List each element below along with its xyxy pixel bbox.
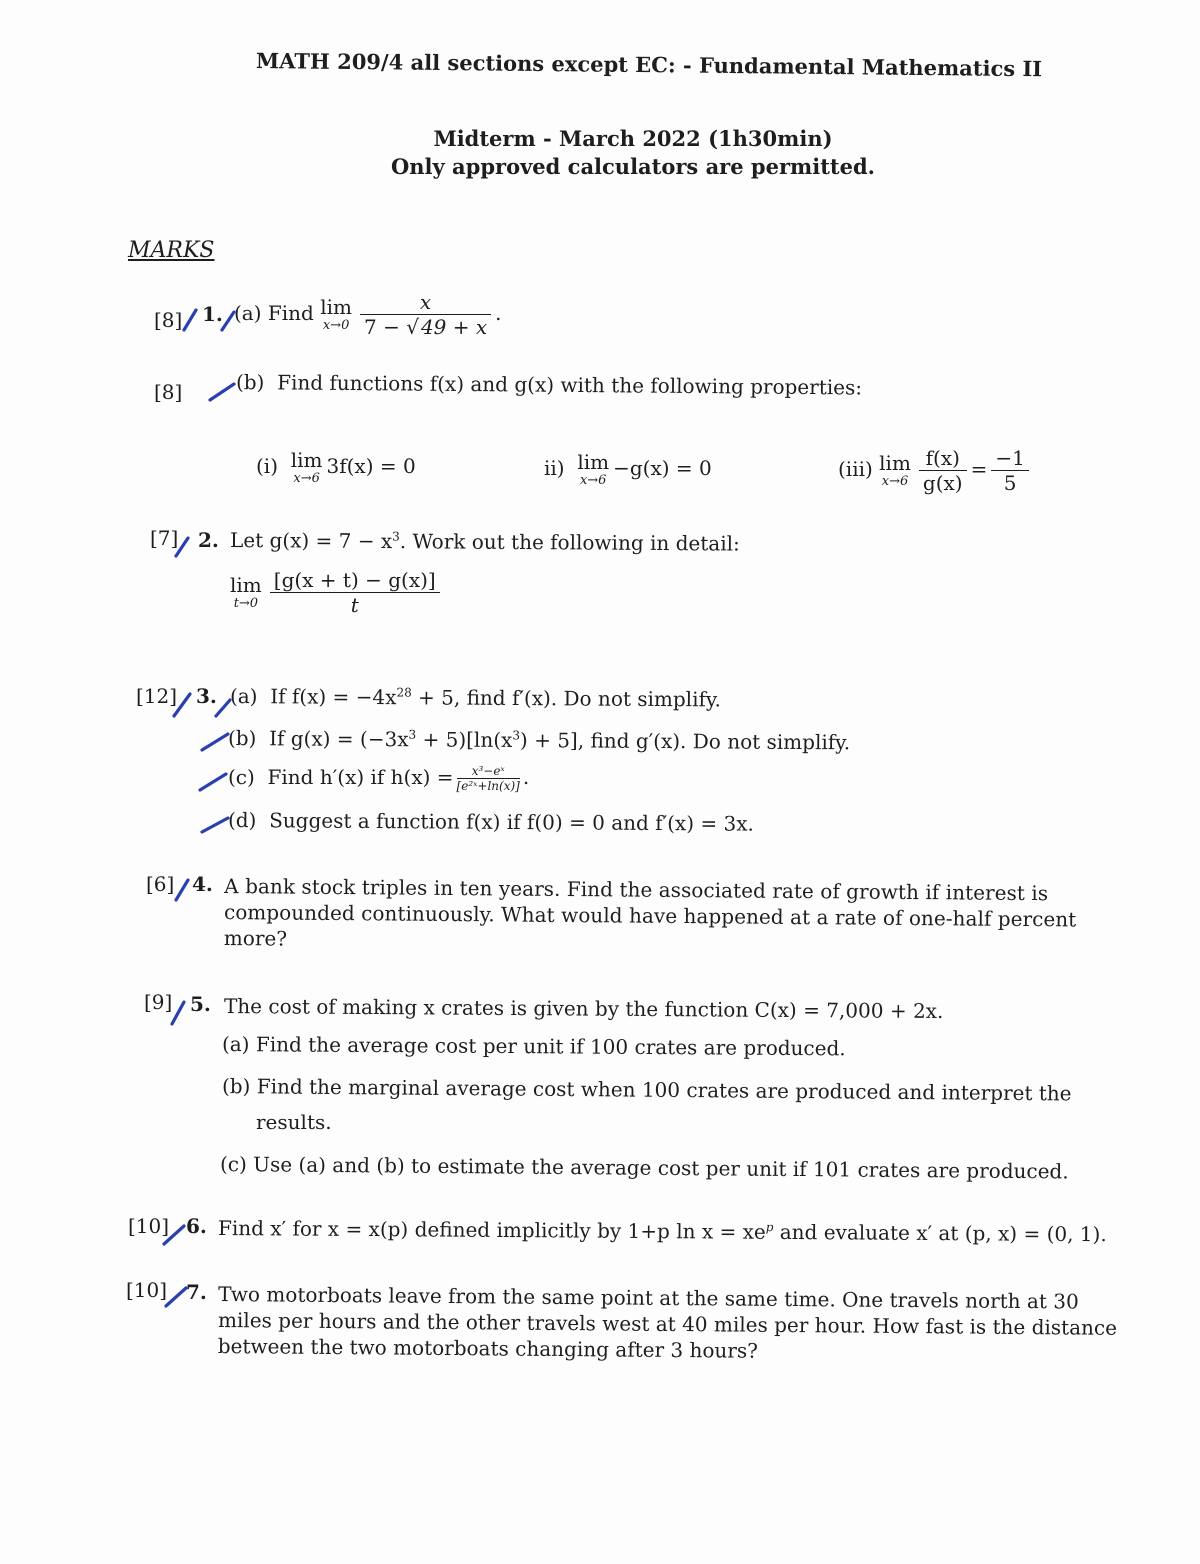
q7-number: 7. [186, 1280, 207, 1304]
tick-mark [166, 1288, 186, 1306]
exam-subtitle: Midterm - March 2022 (1h30min) [433, 126, 833, 151]
q5-text: The cost of making x crates is given by the function C(x) = 7,000 + 2x. [223, 994, 944, 1024]
q5b-text-cont: results. [256, 1110, 332, 1134]
q7-marks: [10] [126, 1278, 168, 1302]
tick-mark [172, 1002, 184, 1024]
q6-text: Find x′ for x = x(p) defined implicitly by 1+p $\ln x = xe^p$ and evaluate x′ at (p, x) = (0, 1). [217, 1216, 1107, 1247]
q4-number: 4. [192, 872, 213, 896]
q2-text: Let $g(x) = 7 - x^3$. Work out the following in detail: [229, 528, 740, 556]
q1a-text: (a) Find lim x→0 $\frac{x}{7 - √ 49 + x}$ . [234, 290, 502, 339]
tick-mark [202, 818, 228, 832]
q6-number: 6. [186, 1214, 207, 1238]
tick-mark [200, 774, 226, 790]
marks-heading: MARKS [128, 238, 215, 263]
q6-marks: [10] [128, 1214, 170, 1238]
q3c-text: (c) Find h′(x) if h(x) = $\frac{\text{x³−eˣ}}{\text{[e²ˣ+ln(x)]}}$ . [228, 764, 530, 793]
q3-number: 3. [196, 684, 217, 708]
q5-marks: [9] [144, 990, 173, 1014]
q1b-text: (b) Find functions f(x) and g(x) with the following properties: [235, 370, 863, 400]
q3d-text: (d) Suggest a function f(x) if f(0) = 0 and f′(x) = 3x. [227, 808, 754, 836]
q3a-text: (a) If $f(x) = -4x^{28} + 5$, find f′(x). Do not simplify. [229, 684, 722, 712]
q1a-fraction: $\frac{x}{7 - √ 49 + x}$ [360, 290, 491, 339]
course-title: MATH 209/4 all sections except EC: - Fundamental Mathematics II [255, 48, 1043, 82]
q5-number: 5. [190, 992, 211, 1016]
q5a-text: (a) Find the average cost per unit if 100 crates are produced. [221, 1032, 846, 1061]
q2-limit: lim t→0 $\frac{[g(x + t) - g(x)]}{t}$ [230, 568, 444, 617]
q1-number: 1. [202, 302, 223, 326]
q4-text: A bank stock triples in ten years. Find the associated rate of growth if interest is compounded continuously. What would have happened at a rate of one-half percent more? [223, 874, 1077, 951]
tick-mark [202, 734, 228, 750]
q1a-label: (a) [234, 301, 262, 325]
tick-mark [222, 312, 234, 330]
q2-marks: [7] [150, 526, 179, 550]
q1b-marks: [8] [154, 380, 183, 404]
q1a-find: Find [267, 301, 314, 325]
q1a-marks: [8] [154, 308, 183, 332]
q1b-part-i: (i) lim x→6 3f(x) = 0 [256, 448, 416, 486]
q1a-limit: lim x→0 [320, 295, 352, 333]
q1b-part-iii: (iii) lim x→6 $\frac{f(x)}{g(x)}$ = $\frac{-1}{5}$ [838, 446, 1033, 495]
q7-text: Two motorboats leave from the same point at the same time. One travels north at 30 miles per hours and the other travels west at 40 miles per hour. How fast is the distance between the two motorboats changing after 3 hours? [217, 1282, 1118, 1363]
tick-mark [210, 384, 234, 400]
q5c-text: (c) Use (a) and (b) to estimate the average cost per unit if 101 crates are produced. [219, 1152, 1069, 1184]
q2-number: 2. [198, 528, 219, 552]
q5b-text: (b) Find the marginal average cost when 100 crates are produced and interpret the [221, 1074, 1072, 1106]
tick-mark [176, 880, 188, 900]
q1b-part-ii: ii) lim x→6 −g(x) = 0 [544, 450, 712, 488]
tick-mark [184, 310, 196, 330]
tick-mark [216, 700, 230, 716]
calculator-rule: Only approved calculators are permitted. [391, 154, 875, 179]
q3-marks: [12] [136, 684, 178, 708]
q4-marks: [6] [146, 872, 175, 896]
q3b-text: (b) If $g(x) = (-3x^3 + 5)[\ln(x^3) + 5]$, find g′(x). Do not simplify. [227, 726, 851, 755]
